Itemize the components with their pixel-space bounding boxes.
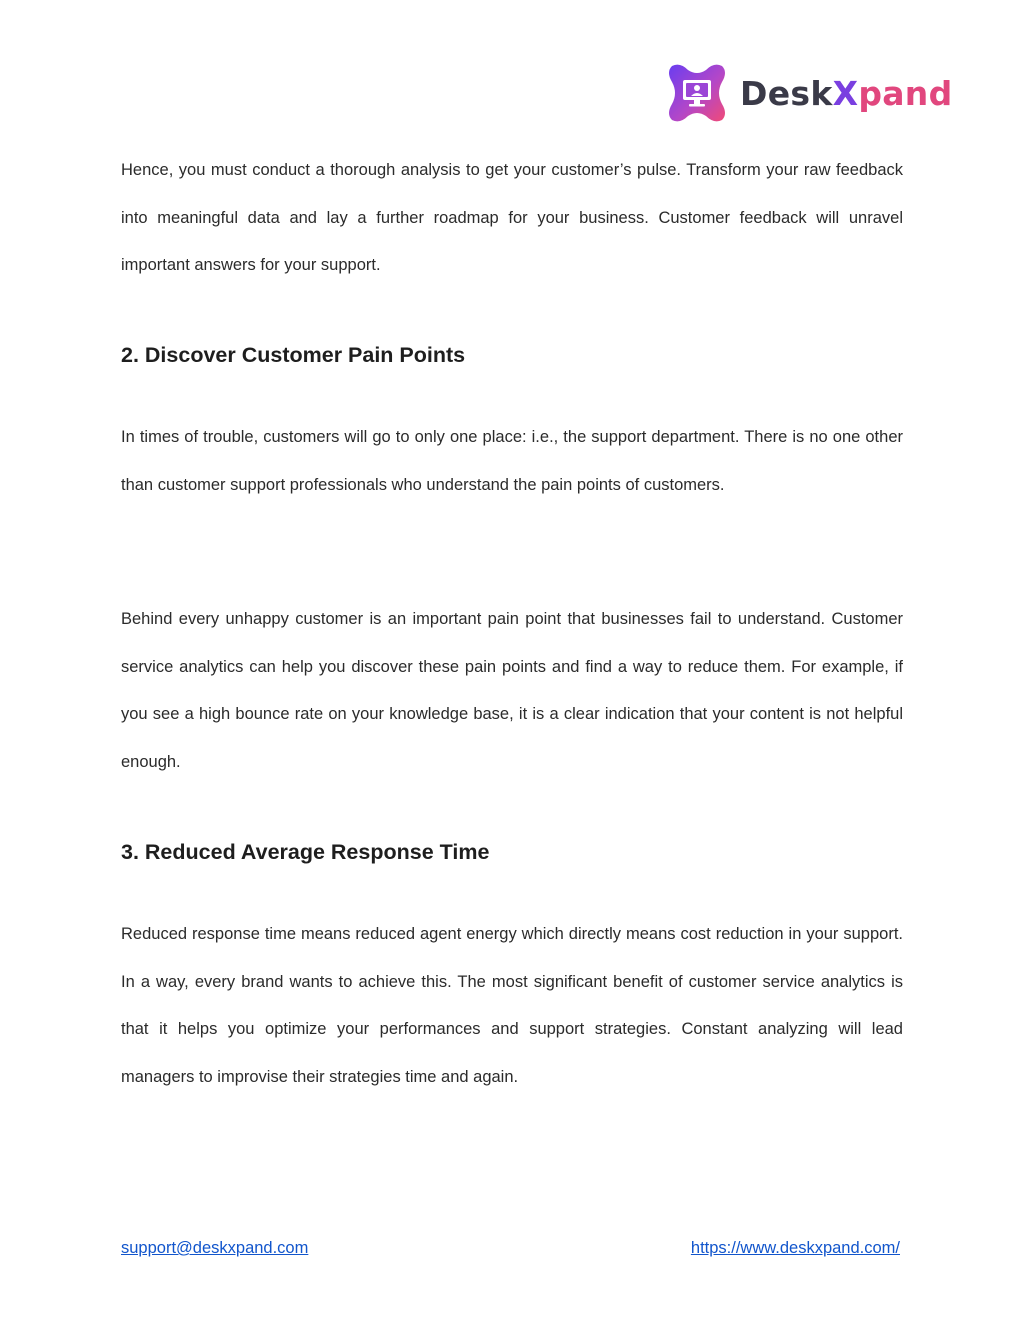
brand-wordmark [740,74,953,113]
section-3-paragraph-1: Reduced response time means reduced agent energy which directly means cost reduction in your support. In a way, every brand wants to achieve this. The most significant benefit of customer service analytics is that it helps you optimize your performances and support strategies. Constant analyzing will lead managers to improvise their strategies time and again. [121,925,903,1087]
section-2-heading: 2. Discover Customer Pain Points [121,343,466,367]
section-2-paragraph-2: Behind every unhappy customer is an important pain point that businesses fail to understand. Customer service analytics can help you discover these pain points and find a way to reduce them. For example, if you see a high bounce rate on your knowledge base, it is a clear indication that your content is not helpful enough. [121,610,903,772]
section-2-paragraph-2-wrap [121,596,903,787]
brand-logo [664,60,953,126]
intro-paragraph: Hence, you must conduct a thorough analysis to get your customer’s pulse. Transform your raw feedback into meaningful data and lay a further roadmap for your business. Customer feedback will unravel important answers for your support. [121,161,903,275]
website-link[interactable]: https://www.deskxpand.com/ [690,1239,900,1257]
section-3-paragraph-1-wrap [121,911,903,1102]
brand-name-desk: Desk [740,73,833,113]
intro-block [121,147,903,290]
section-2-paragraph-1-wrap [121,414,903,509]
monitor-person-icon [664,60,730,126]
page-footer [121,1239,903,1258]
brand-name-x: X [832,73,859,113]
section-3-heading: 3. Reduced Average Response Time [121,840,490,864]
section-2-paragraph-1: In times of trouble, customers will go to only one place: i.e., the support department. There is no one other than customer support professionals who understand the pain points of customers. [121,428,903,494]
section-3-heading-wrap [121,840,903,865]
section-2-heading-wrap [121,343,903,368]
support-email-link[interactable]: support@deskxpand.com [121,1239,309,1257]
brand-name-pand: pand [858,73,953,113]
